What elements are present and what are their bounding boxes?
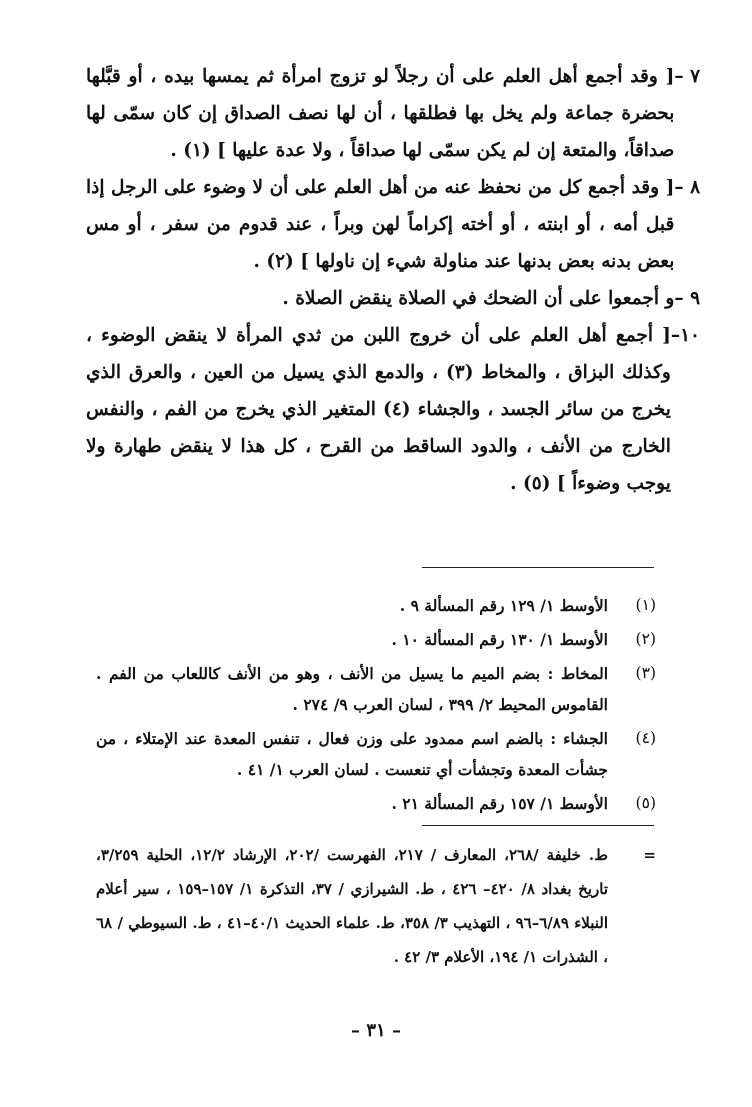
footnote-5 <box>96 788 656 819</box>
footnote-text: الأوسط ١/ ١٥٧ رقم المسألة ٢١ . <box>391 794 608 813</box>
footnote-2 <box>96 624 656 655</box>
biography-sources <box>96 838 656 974</box>
footnote-number: (٤) <box>635 729 656 747</box>
footnote-3 <box>96 658 656 720</box>
paragraph-number: ١٠– <box>670 325 700 346</box>
paragraph-number: ٩ – <box>674 288 700 309</box>
footnote-divider <box>422 567 654 568</box>
paragraph-text: و أجمعوا على أن الضحك في الصلاة ينقض الصلاة . <box>282 288 675 309</box>
paragraph-9 <box>86 280 700 317</box>
footnotes <box>96 590 656 822</box>
paragraph-7 <box>86 58 700 169</box>
footnote-text: الجشاء : بالضم اسم ممدود على وزن فعال ، تنفس المعدة عند الإمتلاء ، من جشأت المعدة وتجشأت أي تنعست . لسان العرب ١/ ٤١ . <box>96 729 608 779</box>
footnote-text: الأوسط ١/ ١٣٠ رقم المسألة ١٠ . <box>391 630 608 649</box>
paragraph-text: [ أجمع أهل العلم على أن خروج اللبن من ثدي المرأة لا ينقض الوضوء ، وكذلك البزاق ، والمخاط (٣) ، والدمع الذي يسيل من العين ، والعرق الذي يخرج من سائر الجسد ، والجشاء (٤) المتغير الذي يخرج من الفم ، والنفس الخارج من الأنف ، والدود الساقط من القرح ، كل هذا لا ينقض طهارة ولا يوجب وضوءاً ] (٥) . <box>86 325 671 494</box>
paragraph-number: ٧ – <box>674 66 700 87</box>
footnote-number: (١) <box>635 596 656 614</box>
footnote-number: (٥) <box>635 794 656 812</box>
paragraph-text: [ وقد أجمع أهل العلم على أن رجلاً لو تزوج امرأة ثم يمسها بيده ، أو قبَّلها بحضرة جماعة ولم يخل بها فطلقها ، أن لها نصف الصداق إن كان سمّى لها صداقاً، والمتعة إن لم يكن سمّى لها صداقاً ، ولا عدة عليها ] (١) . <box>86 66 675 161</box>
footnote-1 <box>96 590 656 621</box>
biography-row <box>96 838 656 974</box>
footnote-number: (٣) <box>635 664 656 682</box>
footnote-4 <box>96 723 656 785</box>
footnote-text: المخاط : بضم الميم ما يسيل من الأنف ، وهو من الأنف كاللعاب من الفم . القاموس المحيط ٢/ ٣٩٩ ، لسان العرب ٩/ ٢٧٤ . <box>96 664 608 714</box>
paragraph-text: [ وقد أجمع كل من نحفظ عنه من أهل العلم على أن لا وضوء على الرجل إذا قبل أمه ، أو ابنته ، أو أخته إكراماً لهن وبراً ، عند قدوم من سفر ، أو مس بعض بدنه بعض بدنها عند مناولة شيء إن ناولها ] (٢) . <box>86 177 675 272</box>
main-text <box>86 58 700 502</box>
bio-divider <box>422 825 654 826</box>
continuation-mark: = <box>643 846 656 864</box>
footnote-number: (٢) <box>635 630 656 648</box>
paragraph-8 <box>86 169 700 280</box>
footnote-text: الأوسط ١/ ١٢٩ رقم المسألة ٩ . <box>399 596 608 615</box>
page-number: – ٣١ – <box>351 1020 401 1041</box>
paragraph-10 <box>86 317 700 502</box>
paragraph-number: ٨ – <box>674 177 700 198</box>
biography-text: ط. خليفة /٢٦٨، المعارف / ٢١٧، الفهرست /٢٠٢، الإرشاد ١٢/٢، الحلية ٣/٢٥٩، تاريخ بغداد ٨/ ٤٢٠– ٤٢٦ ، ط. الشيرازي / ٣٧، التذكرة ١/ ١٥٧–١٥٩ ، سير أعلام النبلاء ٦/٨٩–٩٦ ، التهذيب ٣/ ٣٥٨، ط. علماء الحديث ٤٠/١–٤١ ، ط. السيوطي / ٦٨ ، الشذرات ١/ ١٩٤، الأعلام ٣/ ٤٢ . <box>96 846 609 966</box>
